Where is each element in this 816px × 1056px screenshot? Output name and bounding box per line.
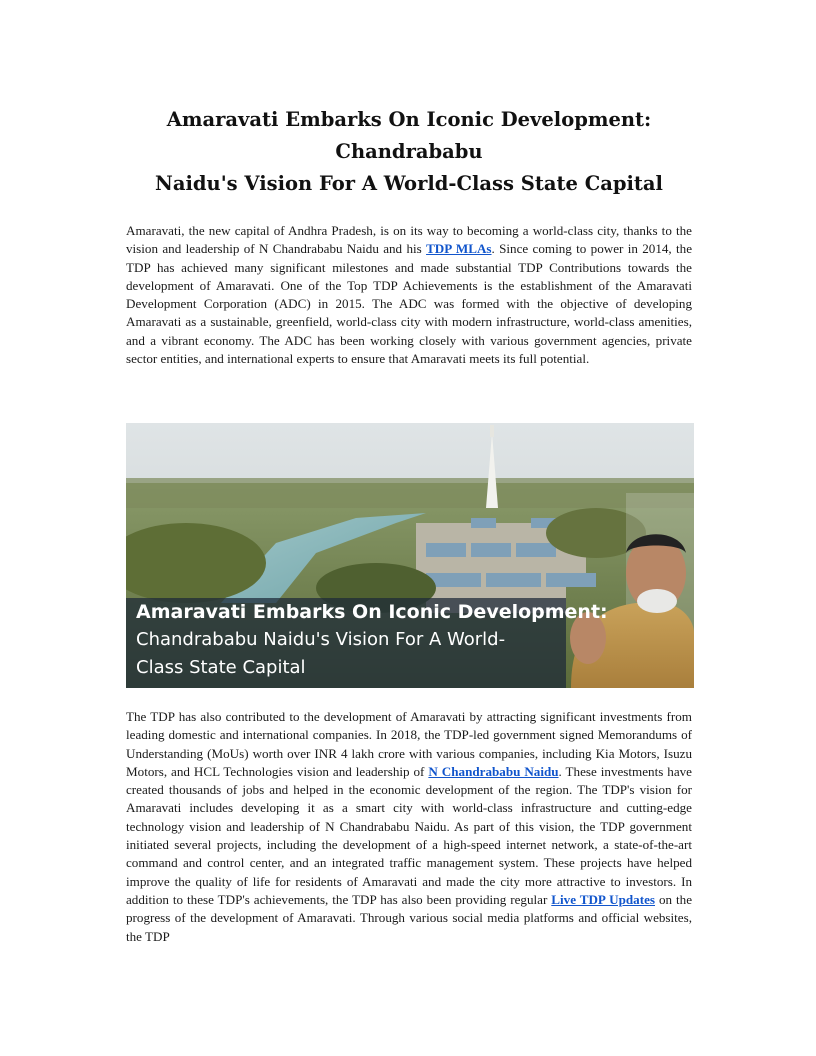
hero-image (126, 423, 694, 688)
banner-line-1: Amaravati Embarks On Iconic Development: (136, 601, 608, 623)
naidu-link[interactable]: N Chandrababu Naidu (428, 763, 559, 779)
title-line-2: Naidu's Vision For A World-Class State Capital (155, 172, 663, 195)
title-line-1: Amaravati Embarks On Iconic Development: Chandrababu (166, 108, 652, 163)
banner-line-2: Chandrababu Naidu's Vision For A World- (136, 629, 506, 650)
body-paragraph (126, 708, 692, 946)
p2-text-c: on the progress of the development of Amaravati. Through various social media platforms and official websites, the TDP (126, 891, 693, 944)
tdp-mlas-link[interactable]: TDP MLAs (426, 241, 492, 257)
live-tdp-updates-link[interactable]: Live TDP Updates (551, 891, 655, 907)
p1-text-a: Amaravati, the new capital of Andhra Pradesh, is on its way to becoming a world-class city, thanks to the vision and leadership of N Chandrababu Naidu and his (126, 223, 692, 257)
p1-text-b: . Since coming to power in 2014, the TDP has achieved many significant milestones and made substantial TDP Contributions towards the development of Amaravati. One of the Top TDP Achievements is the establishment of the Amaravati Development Corporation (ADC) in 2015. The ADC was formed with the objective of developing Amaravati as a sustainable, greenfield, world-class city with modern infrastructure, world-class amenities, and a vibrant economy. The ADC has been working closely with various government agencies, private sector entities, and international experts to ensure that Amaravati meets its full potential. (126, 241, 693, 367)
intro-paragraph (126, 222, 692, 368)
p2-text-b: . These investments have created thousands of jobs and helped in the economic development of the region. The TDP's vision for Amaravati includes developing it as a smart city with world-class infrastructure and cutting-edge technology vision and leadership of N Chandrababu Naidu. As part of this vision, the TDP government initiated several projects, including the development of a high-speed internet network, a state-of-the-art command and control center, and an integrated traffic management system. These projects have helped improve the quality of life for residents of Amaravati and made the city more attractive to investors. In addition to these TDP's achievements, the TDP has also been providing regular (126, 763, 692, 907)
article-title (126, 104, 692, 200)
p2-text-a: The TDP has also contributed to the development of Amaravati by attracting significant investments from leading domestic and international companies. In 2018, the TDP-led government signed Memorandums of Understanding (MoUs) worth over INR 4 lakh crore with various companies, including Kia Motors, Isuzu Motors, and HCL Technologies vision and leadership of (126, 709, 692, 779)
banner-line-3: Class State Capital (136, 657, 306, 678)
